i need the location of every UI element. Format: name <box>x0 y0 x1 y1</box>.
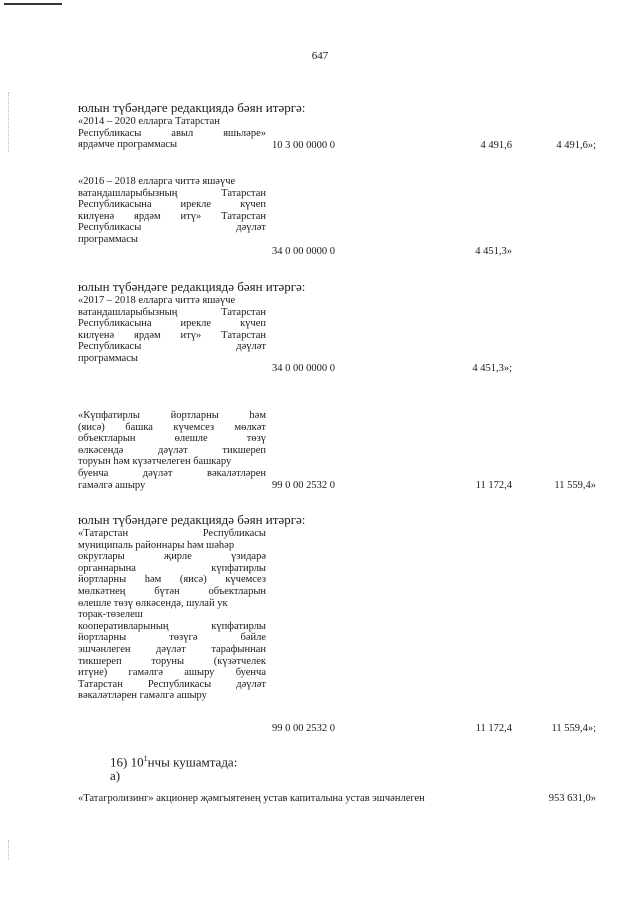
row-description <box>78 176 266 246</box>
desc-line: Республикасы авыл яшьләре» <box>78 127 266 139</box>
desc-line: вәкаләтләрен гамәлгә ашыру <box>78 690 207 702</box>
desc-line: өлешле төзү өлкәсендә, шулай ук <box>78 597 228 609</box>
section-heading: юлын түбәндәге редакциядә бәян итәргә: <box>78 279 306 294</box>
desc-line: йортларны төзүгә бәйле <box>78 632 266 644</box>
budget-code: 99 0 00 2532 0 <box>272 723 335 734</box>
desc-line: Республикасына ирекле күчеп <box>78 199 266 211</box>
desc-line: мөлкәтнең бүтән объектларын <box>78 585 266 597</box>
desc-line: Татарстан Республикасы дәүләт <box>78 678 266 690</box>
desc-line: (яисә) башка күчемсез мөлкәт <box>78 421 266 433</box>
section-heading: юлын түбәндәге редакциядә бәян итәргә: <box>78 100 306 115</box>
desc-line: гамәлгә ашыру <box>78 479 146 491</box>
row-description <box>78 528 266 702</box>
amount: 11 172,4 <box>475 480 512 491</box>
row-description <box>78 116 266 151</box>
desc-line: «2016 – 2018 елларга читтә яшәүче <box>78 176 236 187</box>
desc-line: ватандашларыбызның Татарстан <box>78 306 266 318</box>
final-row-text: «Татагролизинг» акционер җәмгыятенең устав капиталына устав эшчәнлеген <box>78 793 425 804</box>
amount: 4 491,6»; <box>556 140 596 151</box>
item-heading <box>110 751 237 770</box>
desc-line: «Күпфатирлы йортларны һәм <box>78 410 266 421</box>
item-title: нчы кушамтада: <box>147 754 238 770</box>
desc-line: «2014 – 2020 елларга Татарстан <box>78 116 220 127</box>
page-number: 647 <box>311 50 329 62</box>
desc-line: Республикасына ирекле күчеп <box>78 318 266 330</box>
desc-line: органнарына күпфатирлы <box>78 562 266 574</box>
amount: 11 559,4» <box>554 480 596 491</box>
item-superscript: 1 <box>143 754 148 763</box>
desc-line: Республикасы дәүләт <box>78 222 266 234</box>
desc-line: кооперативларының күпфатирлы <box>78 620 266 632</box>
budget-code: 99 0 00 2532 0 <box>272 480 335 491</box>
item-number: 16) 10 <box>110 754 144 770</box>
desc-line: программасы <box>78 233 138 245</box>
sub-item-label: а) <box>110 768 121 783</box>
desc-line: килүенә ярдәм итү» Татарстан <box>78 329 266 341</box>
row-description <box>78 295 266 365</box>
budget-code: 34 0 00 0000 0 <box>272 363 335 374</box>
row-description <box>78 410 266 491</box>
desc-line: килүенә ярдәм итү» Татарстан <box>78 210 266 222</box>
desc-line: өлкәсендә дәүләт тикшереп <box>78 444 266 456</box>
desc-line: Республикасы дәүләт <box>78 341 266 353</box>
desc-line: муниципаль районнары һәм шәһәр <box>78 539 235 551</box>
desc-line: «Татарстан Республикасы <box>78 528 266 539</box>
budget-code: 10 3 00 0000 0 <box>272 140 335 151</box>
desc-line: буенча дәүләт вәкаләтләрен <box>78 467 266 479</box>
amount: 953 631,0» <box>548 793 596 804</box>
amount: 4 451,3» <box>475 246 512 257</box>
desc-line: эшчәнлеген дәүләт тарафыннан <box>78 643 266 655</box>
desc-line: йортларны һәм (яисә) күчемсез <box>78 574 266 586</box>
desc-line: округлары җирле үзидарә <box>78 551 266 563</box>
desc-line: торак-төзелеш <box>78 609 143 621</box>
budget-code: 34 0 00 0000 0 <box>272 246 335 257</box>
desc-line: программасы <box>78 352 138 364</box>
desc-line: объектларын өлешле төзү <box>78 433 266 445</box>
margin-dots <box>8 840 10 860</box>
amount: 11 559,4»; <box>551 723 596 734</box>
desc-line: ватандашларыбызның Татарстан <box>78 187 266 199</box>
amount: 4 451,3»; <box>472 363 512 374</box>
desc-line: тикшереп торуны (күзәтчелек <box>78 655 266 667</box>
amount: 11 172,4 <box>475 723 512 734</box>
desc-line: ярдәмче программасы <box>78 139 178 151</box>
desc-line: «2017 – 2018 елларга читтә яшәүче <box>78 295 236 306</box>
desc-line: торуын һәм күзәтчелеген башкару <box>78 456 232 468</box>
top-rule <box>4 3 62 5</box>
amount: 4 491,6 <box>480 140 512 151</box>
margin-dots <box>8 92 10 152</box>
desc-line: итүне) гамәлгә ашыру буенча <box>78 667 266 679</box>
section-heading: юлын түбәндәге редакциядә бәян итәргә: <box>78 512 306 527</box>
